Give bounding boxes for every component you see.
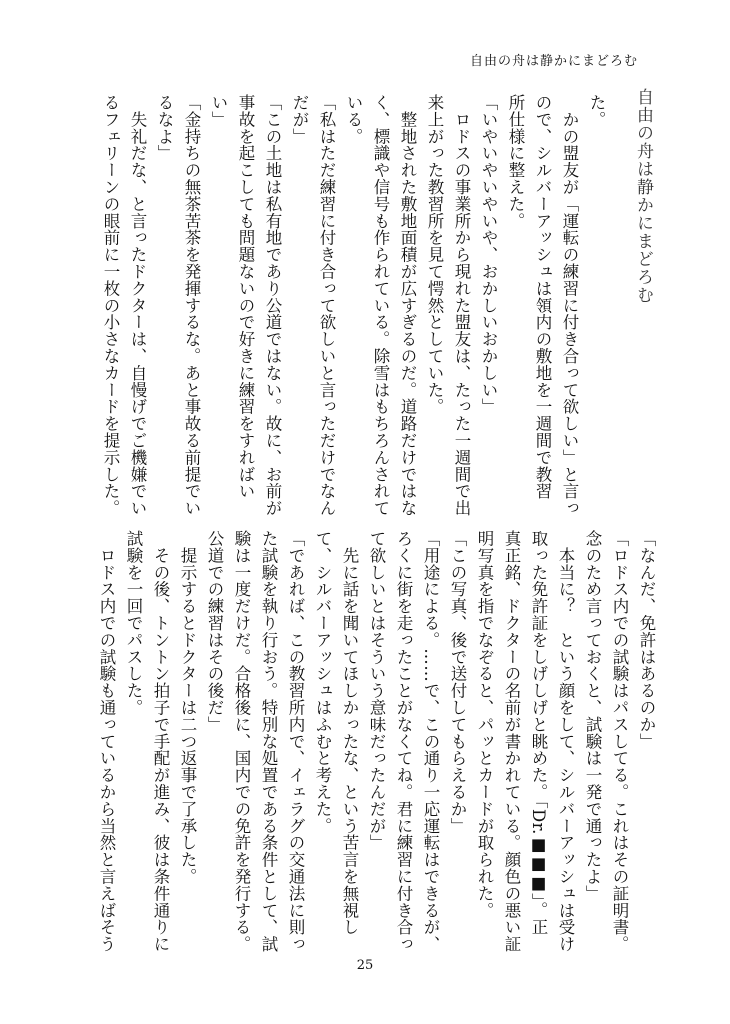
text-line: 験は一度だけだ。合格後に、国内での免許を発行する。: [232, 530, 251, 953]
text-line: 真正銘、ドクターの名前が書かれている。顔色の悪い証: [502, 530, 521, 953]
text-line: その後、トントン拍子で手配が進み、彼は条件通りに: [151, 530, 170, 953]
text-line: 「この写真、後で送付してもらえるか」: [448, 530, 467, 835]
running-header: 自由の舟は静かにまどろむ: [469, 54, 638, 69]
text-line: て欲しいとはそういう意味だったんだが」: [367, 530, 386, 852]
text-line: 「私はただ練習に付き合って欲しいと言っただけでなん: [317, 94, 336, 517]
text-line: 提示するとドクターは二つ返事で了承した。: [178, 530, 197, 885]
text-line: るフェリーンの眼前に一枚の小さなカードを提示した。: [101, 94, 120, 517]
text-line: 先に話を聞いてほしかったな、という苦言を無視し: [340, 530, 359, 936]
text-line: 「なんだ、免許はあるのか」: [637, 530, 656, 750]
text-line: 「いやいやいやいや、おかしいおかしい」: [479, 94, 498, 416]
text-line: いる。: [344, 94, 363, 145]
text-line: 「この土地は私有地であり公道ではない。故に、お前が: [263, 94, 282, 517]
lower-text-block: [97, 530, 660, 953]
text-line: 明写真を指でなぞると、パッとカードが取られた。: [475, 530, 494, 919]
text-line: ロドスの事業所から現れた盟友は、たった一週間で出: [452, 94, 471, 517]
text-line: 失礼だな、と言ったドクターは、自慢げでご機嫌でい: [128, 94, 147, 517]
text-line: ろくに街を走ったことがなくてね。君に練習に付き合っ: [394, 530, 413, 953]
text-line: 事故を起こしても問題ないので好きに練習をすればい: [236, 94, 255, 500]
text-line: ロドス内での試験も通っているから当然と言えばそう: [97, 530, 116, 953]
upper-text-block: [101, 94, 610, 517]
text-line: 所仕様に整えた。: [506, 94, 525, 230]
text-line: て、シルバーアッシュはふむと考えた。: [313, 530, 332, 835]
text-line: 「であれば、この教習所内で、イェラグの交通法に則っ: [286, 530, 305, 953]
text-line: い」: [209, 94, 228, 128]
text-line: た。: [587, 94, 606, 128]
text-line: 「金持ちの無茶苦茶を発揮するな。あと事故る前提でい: [182, 94, 201, 517]
text-line: 念のため言っておくと、試験は一発で通ったよ」: [583, 530, 602, 902]
text-line: 来上がった教習所を見て愕然としていた。: [425, 94, 444, 416]
text-line: く、標識や信号も作られている。除雪はもちろんされて: [371, 94, 390, 517]
text-line: 本当に？ という顔をして、シルバーアッシュは受け: [556, 530, 575, 953]
chapter-title: 自由の舟は静かにまどろむ: [633, 88, 653, 304]
text-line: 「ロドス内での試験はパスしてる。これはその証明書。: [610, 530, 629, 953]
text-line: だが」: [290, 94, 309, 145]
text-line: 取った免許証をしげしげと眺めた。「Dr.■■■」。正: [529, 530, 548, 936]
text-line: るなよ」: [155, 94, 174, 162]
page-number: 25: [356, 958, 374, 973]
text-line: た試験を執り行おう。特別な処置である条件として、試: [259, 530, 278, 953]
text-line: 整地された敷地面積が広すぎるのだ。道路だけではな: [398, 94, 417, 517]
text-line: ので、シルバーアッシュは領内の敷地を一週間で教習: [533, 94, 552, 500]
text-line: 「用途による。……で、この通り一応運転はできるが、: [421, 530, 440, 953]
text-line: 試験を一回でパスした。: [124, 530, 143, 716]
text-line: かの盟友が「運転の練習に付き合って欲しい」と言っ: [560, 94, 579, 517]
text-line: 公道での練習はその後だ」: [205, 530, 224, 733]
